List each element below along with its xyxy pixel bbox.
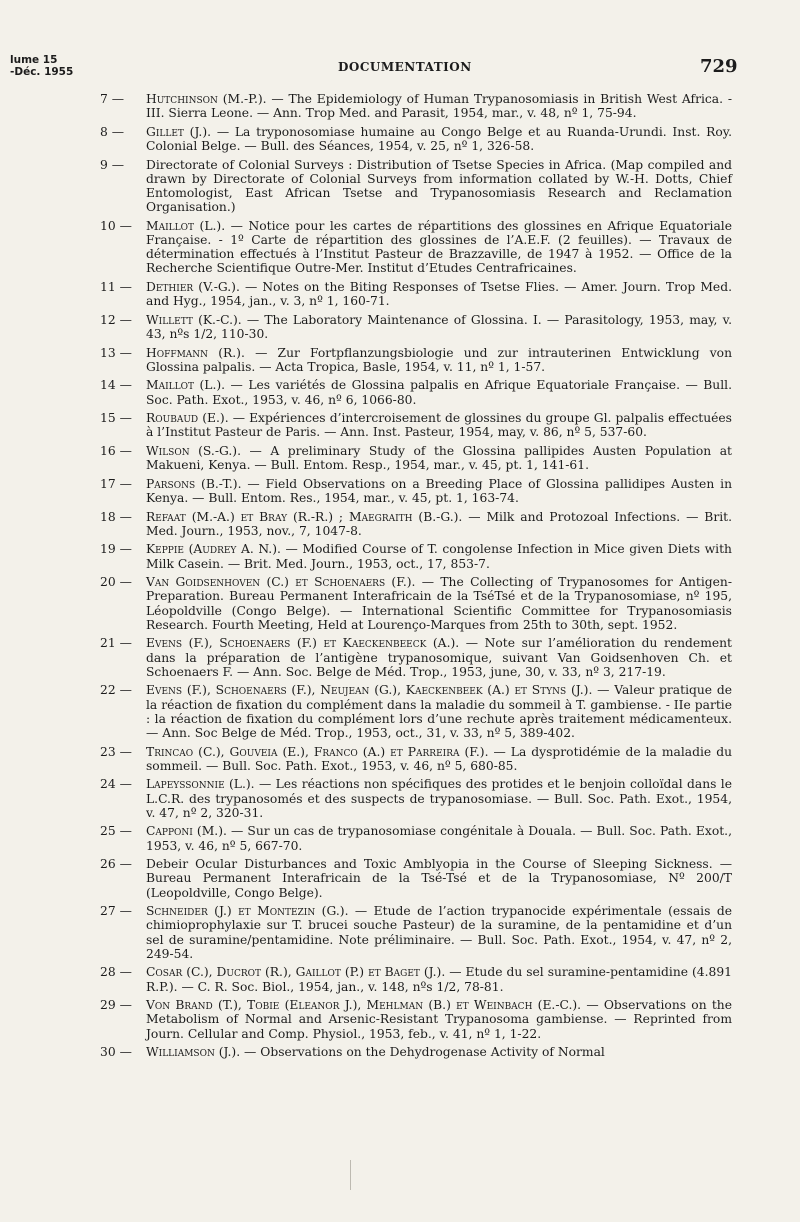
reference-number-value: 21 <box>100 636 116 651</box>
reference-author: Hoffmann (R.). <box>146 345 245 360</box>
reference-number-value: 29 <box>100 998 116 1013</box>
reference-entry <box>100 158 732 215</box>
reference-body: — Etude du sel suramine-pentamidine (4.891 R.P.). — C. R. Soc. Biol., 1954, jan., v. 148, nºs 1/2, 78-81. <box>146 965 732 994</box>
reference-entry <box>100 745 732 773</box>
reference-text <box>146 636 732 679</box>
reference-number: 23 — <box>100 744 132 759</box>
reference-text <box>146 444 732 472</box>
reference-text <box>146 904 732 961</box>
reference-text <box>146 378 732 406</box>
reference-author: Hutchinson (M.-P.). <box>146 92 267 106</box>
reference-number: 8 — <box>100 124 125 139</box>
reference-number: 11 — <box>100 280 132 294</box>
reference-author: Evens (F.), Schoenaers (F.) et Kaeckenbeeck (A.). <box>146 636 460 651</box>
reference-entry <box>100 125 732 153</box>
reference-entry <box>100 219 732 276</box>
reference-body: — La dysprotidémie de la maladie du sommeil. — Bull. Soc. Path. Exot., 1953, v. 46, nº 5, 680-85. <box>146 744 732 773</box>
running-header-volume <box>10 54 73 78</box>
reference-number-value: 30 <box>100 1045 116 1060</box>
reference-number: 10 — <box>100 218 132 233</box>
reference-body: — Expériences d’intercroisement de glossines du groupe Gl. palpalis effectuées à l’Institut Pasteur de Paris. — Ann. Inst. Pasteur, 1954, may, v. 86, nº 5, 537-60. <box>146 411 732 440</box>
reference-number: 9 — <box>100 157 125 172</box>
reference-text <box>146 92 732 120</box>
reference-text <box>146 824 732 852</box>
reference-text <box>146 965 732 993</box>
reference-entry <box>100 411 732 439</box>
reference-author: Von Brand (T.), Tobie (Eleanor J.), Mehlman (B.) et Weinbach (E.-C.). <box>146 998 582 1013</box>
reference-text <box>146 542 732 570</box>
reference-body: — Modified Course of T. congolense Infection in Mice given Diets with Milk Casein. — Brit. Med. Journ., 1953, oct., 17, 853-7. <box>146 542 732 571</box>
reference-entry <box>100 965 732 993</box>
reference-number: 25 — <box>100 824 132 839</box>
reference-number: 19 — <box>100 542 132 557</box>
reference-number-value: 28 <box>100 965 116 980</box>
reference-number-value: 14 <box>100 378 116 393</box>
reference-entry <box>100 683 732 740</box>
reference-author: Wilson (S.-G.). <box>146 443 241 458</box>
reference-number: 18 — <box>100 509 132 524</box>
reference-text <box>146 125 732 153</box>
reference-number-value: 22 <box>100 683 116 698</box>
reference-entry <box>100 313 732 341</box>
reference-text <box>146 510 732 538</box>
reference-author: Van Goidsenhoven (C.) et Schoenaers (F.). <box>146 575 416 590</box>
reference-author: Dethier (V.-G.). <box>146 280 240 294</box>
reference-author: Lapeyssonnie (L.). <box>146 777 255 792</box>
reference-text <box>146 575 732 632</box>
reference-text <box>146 857 732 900</box>
reference-body: Directorate of Colonial Surveys : Distribution of Tsetse Species in Africa. (Map compiled and drawn by Directorate of Colonial Surveys from information collated by W.-H. Dotts, Chief Entomologist, East African Tsetse and Trypanosomiasis Research and Reclamation Organisation.) <box>146 157 732 215</box>
reference-text <box>146 346 732 374</box>
reference-number-value: 25 <box>100 824 116 839</box>
reference-body: — Valeur pratique de la réaction de fixation du complément dans la maladie du sommeil à T. gambiense. - IIe partie : la réaction de fixation du complément lors d’une rechute après traitement médicamenteux. — Ann. Soc Belge de Méd. Trop., 1953, oct., 31, v. 33, nº 5, 389-402. <box>146 683 732 740</box>
date-line: -Déc. 1955 <box>10 66 74 78</box>
reference-entry <box>100 444 732 472</box>
running-header-title: DOCUMENTATION <box>338 60 472 74</box>
reference-number-value: 24 <box>100 777 116 792</box>
reference-number: 17 — <box>100 476 132 491</box>
reference-text <box>146 411 732 439</box>
reference-body: — Notice pour les cartes de répartitions des glossines en Afrique Equatoriale Française. - 1º Carte de répartition des glossines de l’A.E.F. (2 feuilles). — Travaux de détermination effectués à l’Institut Pasteur de Brazzaville, de 1947 à 1952. — Office de la Recherche Scientifique Outre-Mer. Institut d’Etudes Centrafricaines. <box>146 218 732 276</box>
reference-entry <box>100 477 732 505</box>
reference-entry <box>100 777 732 820</box>
reference-number-value: 27 <box>100 904 116 919</box>
reference-text <box>146 745 732 773</box>
reference-entry <box>100 857 732 900</box>
reference-author: Maillot (L.). <box>146 378 226 393</box>
reference-body: — Etude de l’action trypanocide expérimentale (essais de chimioprophylaxie sur T. brucei souche Pasteur) de la suramine, de la pentamidine et d’un sel de suramine/pentamidine. Note préliminaire. — Bull. Soc. Path. Exot., 1954, v. 47, nº 2, 249-54. <box>146 904 732 961</box>
reference-entry <box>100 636 732 679</box>
reference-number: 28 — <box>100 965 132 980</box>
reference-text <box>146 477 732 505</box>
reference-text <box>146 1045 732 1059</box>
reference-entry <box>100 280 732 308</box>
reference-number-value: 8 <box>100 124 108 139</box>
reference-author: Schneider (J.) et Montezin (G.). <box>146 904 349 919</box>
reference-entry <box>100 1045 732 1059</box>
reference-number-value: 23 <box>100 744 116 759</box>
reference-number-value: 19 <box>100 542 116 557</box>
reference-text <box>146 280 732 308</box>
reference-entry <box>100 92 732 120</box>
reference-entry <box>100 378 732 406</box>
reference-author: Cosar (C.), Ducrot (R.), Gaillot (P.) et Baget (J.). <box>146 965 446 980</box>
reference-body: — Observations on the Metabolism of Normal and Arsenic-Resistant Trypanosoma gambiense. — Reprinted from Journ. Cellular and Comp. Physiol., 1953, feb., v. 41, nº 1, 1-22. <box>146 998 732 1041</box>
reference-number-value: 16 <box>100 443 116 458</box>
reference-author: Capponi (M.). <box>146 824 227 839</box>
reference-number: 21 — <box>100 636 132 651</box>
reference-author: Evens (F.), Schoenaers (F.), Neujean (G.), Kaeckenbeek (A.) et Styns (J.). <box>146 683 593 698</box>
reference-text <box>146 313 732 341</box>
gutter-rule <box>350 1160 351 1190</box>
reference-text <box>146 219 732 276</box>
reference-body: — Observations on the Dehydrogenase Activity of Normal <box>240 1045 605 1060</box>
reference-number: 30 — <box>100 1045 132 1060</box>
reference-text <box>146 998 732 1041</box>
reference-number: 27 — <box>100 904 132 919</box>
reference-number-value: 13 <box>100 345 116 360</box>
reference-number: 16 — <box>100 443 132 458</box>
reference-entry <box>100 998 732 1041</box>
reference-entry <box>100 346 732 374</box>
reference-body: — Field Observations on a Breeding Place of Glossina pallidipes Austen in Kenya. — Bull. Entom. Res., 1954, mar., v. 45, pt. 1, 163-74. <box>146 476 732 505</box>
reference-number-value: 15 <box>100 411 116 426</box>
reference-entry <box>100 904 732 961</box>
reference-number-value: 11 <box>100 280 116 294</box>
reference-number-value: 17 <box>100 476 116 491</box>
reference-body: — The Epidemiology of Human Trypanosomiasis in British West Africa. - III. Sierra Leone. — Ann. Trop Med. and Parasit, 1954, mar., v. 48, nº 1, 75-94. <box>146 92 732 121</box>
reference-entry <box>100 510 732 538</box>
reference-number: 29 — <box>100 998 132 1013</box>
reference-number: 20 — <box>100 575 132 590</box>
reference-author: Refaat (M.-A.) et Bray (R.-R.) ; Maegraith (B.-G.). <box>146 509 463 524</box>
reference-entry <box>100 542 732 570</box>
reference-body: — La tryponosomiase humaine au Congo Belge et au Ruanda-Urundi. Inst. Roy. Colonial Belge. — Bull. des Séances, 1954, v. 25, nº 1, 326-58. <box>146 124 733 153</box>
page-number: 729 <box>700 56 738 77</box>
reference-body: — Milk and Protozoal Infections. — Brit. Med. Journ., 1953, nov., 7, 1047-8. <box>146 509 732 538</box>
reference-number-value: 26 <box>100 857 116 872</box>
reference-body: — The Laboratory Maintenance of Glossina. I. — Parasitology, 1953, may, v. 43, nºs 1/2, 110-30. <box>146 312 732 341</box>
reference-body: — Notes on the Biting Responses of Tsetse Flies. — Amer. Journ. Trop Med. and Hyg., 1954, jan., v. 3, nº 1, 160-71. <box>146 280 732 309</box>
reference-number-value: 12 <box>100 312 116 327</box>
reference-entry <box>100 824 732 852</box>
reference-body: — Note sur l’amélioration du rendement dans la préparation de l’antigène trypanosomique, suivant Van Goidsenhoven Ch. et Schoenaers F. — Ann. Soc. Belge de Méd. Trop., 1953, june, 30, v. 33, nº 3, 217-19. <box>146 636 732 679</box>
reference-number-value: 10 <box>100 218 116 233</box>
reference-body: — Zur Fortpflanzungsbiologie und zur intrauterinen Entwicklung von Glossina palpalis. — Acta Tropica, Basle, 1954, v. 11, nº 1, 1-57. <box>146 345 732 374</box>
reference-number-value: 20 <box>100 575 116 590</box>
reference-number: 26 — <box>100 857 132 872</box>
reference-author: Maillot (L.). <box>146 218 226 233</box>
reference-number: 13 — <box>100 345 132 360</box>
reference-author: Gillet (J.). <box>146 124 212 139</box>
reference-author: Roubaud (E.). <box>146 411 229 426</box>
reference-number: 12 — <box>100 312 132 327</box>
reference-entry <box>100 575 732 632</box>
reference-number: 7 — <box>100 92 125 106</box>
reference-author: Parsons (B.-T.). <box>146 476 242 491</box>
reference-body: — Les réactions non spécifiques des protides et le benjoin colloïdal dans le L.C.R. des trypanosomés et des suspects de trypanosomiase. — Bull. Soc. Path. Exot., 1954, v. 47, nº 2, 320-31. <box>146 777 732 820</box>
reference-list <box>100 92 732 1064</box>
reference-body: Debeir Ocular Disturbances and Toxic Amblyopia in the Course of Sleeping Sickness. — Bureau Permanent Interafricain de la Tsé-Tsé et de la Trypanosomiase, Nº 200/T (Leopoldville, Congo Belge). <box>146 857 732 900</box>
reference-text <box>146 777 732 820</box>
reference-text <box>146 158 732 215</box>
reference-body: — A preliminary Study of the Glossina pallipides Austen Population at Makueni, Kenya. — Bull. Entom. Resp., 1954, mar., v. 45, pt. 1, 141-61. <box>146 443 732 473</box>
reference-body: — Les variétés de Glossina palpalis en Afrique Equatoriale Française. — Bull. Soc. Path. Exot., 1953, v. 46, nº 6, 1066-80. <box>146 378 732 407</box>
reference-body: — Sur un cas de trypanosomiase congénitale à Douala. — Bull. Soc. Path. Exot., 1953, v. 46, nº 5, 667-70. <box>146 824 732 853</box>
reference-number: 22 — <box>100 683 132 698</box>
reference-author: Keppie (Audrey A. N.). <box>146 542 281 557</box>
volume-line: lume 15 <box>10 54 58 66</box>
reference-number: 15 — <box>100 411 132 426</box>
reference-number: 24 — <box>100 777 132 792</box>
reference-author: Willett (K.-C.). <box>146 312 242 327</box>
reference-number: 14 — <box>100 378 132 393</box>
reference-author: Williamson (J.). <box>146 1045 241 1060</box>
reference-number-value: 18 <box>100 509 116 524</box>
reference-text <box>146 683 732 740</box>
reference-body: — The Collecting of Trypanosomes for Antigen-Preparation. Bureau Permanent Interafricain de la TséTsé et de la Trypanosomiase, nº 195, Léopoldville (Congo Belge). — International Scientific Committee for Trypanosomiasis Research. Fourth Meeting, Held at Lourenço-Marques from 25th to 30th, sept. 1952. <box>146 575 732 632</box>
reference-author: Trincao (C.), Gouveia (E.), Franco (A.) et Parreira (F.). <box>146 744 489 759</box>
reference-number-value: 9 <box>100 157 108 172</box>
reference-number-value: 7 <box>100 92 108 106</box>
